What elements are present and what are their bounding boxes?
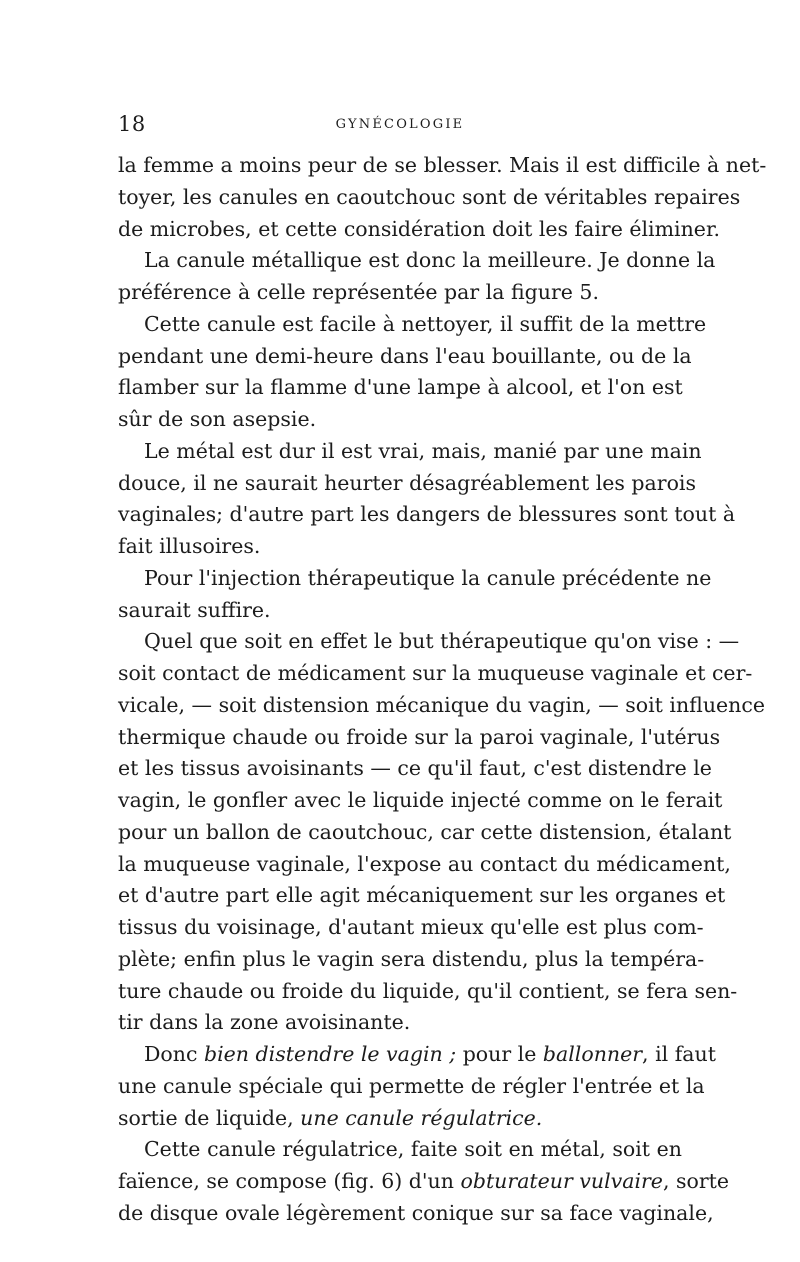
text-line	[118, 245, 716, 277]
text-line	[118, 817, 732, 849]
page-number: 18	[118, 112, 146, 136]
text-line	[118, 277, 682, 309]
italic-text: une canule régulatrice.	[300, 1105, 543, 1130]
text-line	[118, 1071, 705, 1103]
text-line	[118, 214, 721, 246]
italic-text: obturateur vulvaire	[460, 1169, 663, 1193]
text-segment: une canule spéciale qui permette de régler l'entrée et la	[118, 1073, 705, 1098]
text-segment: pour le	[456, 1042, 543, 1066]
running-title: GYNÉCOLOGIE	[335, 117, 465, 132]
text-line	[118, 499, 736, 531]
text-segment: La canule métallique est donc la meilleure. Je donne la	[144, 248, 716, 273]
text-segment: fait illusoires.	[118, 534, 261, 558]
text-segment: thermique chaude ou froide sur la paroi vaginale, l'utérus	[118, 724, 721, 749]
text-line	[118, 944, 705, 976]
text-segment: de disque ovale légèrement conique sur sa face vaginale,	[118, 1200, 714, 1225]
text-segment: tir dans la zone avoisinante.	[118, 1010, 411, 1035]
text-segment: de microbes, et cette considération doit les faire éliminer.	[118, 216, 721, 241]
text-line	[118, 1103, 682, 1135]
text-segment: saurait suffire.	[118, 597, 271, 622]
text-segment: tissus du voisinage, d'autant mieux qu'elle est plus com-	[118, 915, 704, 939]
text-segment: Cette canule est facile à nettoyer, il suffit de la mettre	[144, 311, 707, 336]
text-line	[118, 912, 704, 944]
text-line	[118, 785, 723, 817]
text-segment: Pour l'injection thérapeutique la canule précédente ne	[144, 565, 712, 590]
text-segment: sûr de son asepsie.	[118, 407, 317, 431]
text-line	[118, 150, 767, 182]
text-segment: vicale, — soit distension mécanique du vagin, — soit influence	[118, 692, 766, 717]
text-line	[118, 436, 702, 468]
text-line	[118, 658, 753, 690]
text-line	[118, 468, 696, 500]
text-line	[118, 690, 766, 722]
text-segment: ture chaude ou froide du liquide, qu'il contient, se fera sen-	[118, 978, 738, 1003]
text-segment: plète; enfin plus le vagin sera distendu, plus la tempéra-	[118, 946, 705, 971]
text-line	[118, 595, 682, 627]
text-line	[118, 626, 740, 658]
text-segment: , il faut	[642, 1042, 716, 1066]
text-segment: Quel que soit en effet le but thérapeutique qu'on vise : —	[144, 629, 740, 654]
text-line	[118, 880, 726, 912]
text-line	[118, 182, 741, 214]
text-line	[118, 341, 692, 373]
text-segment: vagin, le gonfler avec le liquide injecté comme on le ferait	[118, 788, 723, 812]
text-segment: soit contact de médicament sur la muqueuse vaginale et cer-	[118, 661, 753, 685]
text-segment: pour un ballon de caoutchouc, car cette distension, étalant	[118, 819, 732, 844]
text-segment: , sorte	[662, 1169, 730, 1193]
text-segment: pendant une demi-heure dans l'eau bouillante, ou de la	[118, 343, 692, 368]
body-text	[118, 150, 767, 1230]
text-line	[118, 372, 682, 404]
text-segment: et les tissus avoisinants — ce qu'il faut, c'est distendre le	[118, 756, 712, 781]
text-segment: Le métal est dur il est vrai, mais, manié par une main	[144, 438, 702, 463]
text-segment: et d'autre part elle agit mécaniquement sur les organes et	[118, 883, 726, 908]
text-line	[118, 1039, 716, 1071]
text-line	[118, 531, 682, 563]
text-segment: flamber sur la flamme d'une lampe à alcool, et l'on est	[118, 375, 683, 400]
text-line	[118, 1134, 682, 1166]
text-line	[118, 1166, 730, 1198]
text-segment: Cette canule régulatrice, faite soit en métal, soit en	[144, 1137, 682, 1162]
italic-text: bien distendre le vagin ;	[203, 1042, 457, 1066]
text-segment: douce, il ne saurait heurter désagréablement les parois	[118, 470, 696, 495]
text-segment: toyer, les canules en caoutchouc sont de véritables repaires	[118, 184, 741, 209]
text-line	[118, 404, 682, 436]
text-segment: la femme a moins peur de se blesser. Mais il est difficile à net-	[118, 153, 767, 177]
text-segment: faïence, se compose (fig. 6) d'un	[118, 1169, 461, 1193]
text-segment: vaginales; d'autre part les dangers de blessures sont tout à	[118, 502, 736, 527]
text-segment: sortie de liquide,	[118, 1105, 301, 1130]
text-line	[118, 753, 712, 785]
text-line	[118, 1007, 682, 1039]
text-line	[118, 849, 731, 881]
text-line	[118, 1198, 714, 1230]
italic-text: ballonner	[542, 1042, 643, 1066]
text-segment: Donc	[144, 1042, 204, 1066]
text-line	[118, 309, 707, 341]
page-header	[118, 112, 682, 142]
text-segment: la muqueuse vaginale, l'expose au contact du médicament,	[118, 851, 731, 876]
text-line	[118, 563, 712, 595]
text-segment: préférence à celle représentée par la figure 5.	[118, 280, 599, 304]
text-line	[118, 976, 738, 1008]
text-line	[118, 722, 721, 754]
